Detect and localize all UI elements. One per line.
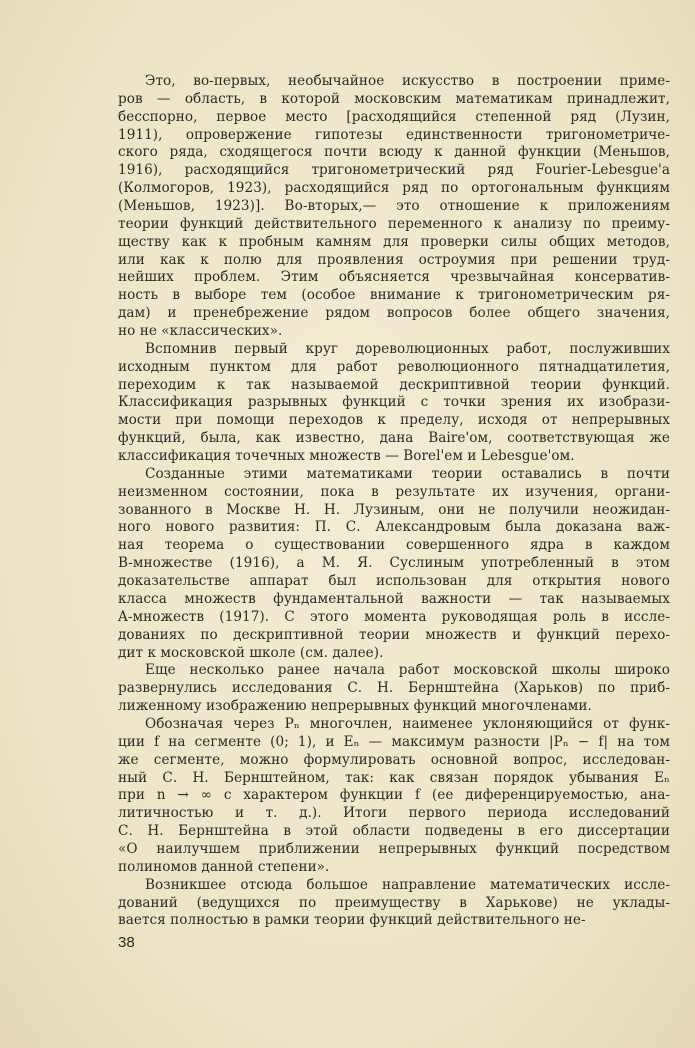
text-line: Обозначая через Pₙ многочлен, наименее уклоняющийся от функ- [145, 715, 670, 732]
paragraph [118, 466, 670, 662]
text-line: Классификация разрывных функций с точки зрения их изобрази- [118, 394, 670, 411]
text-line: класса множеств фундаментальной важности — так называемых [118, 590, 670, 607]
text-line: ского ряда, сходящегося почти всюду к данной функции (Меньшов, [118, 144, 670, 161]
text-line: зованного в Москве Н. Н. Лузиным, они не получили неожидан- [118, 501, 670, 518]
paragraph [118, 716, 670, 877]
text-line: вается полностью в рамки теории функций действительного не- [118, 912, 586, 929]
text-line: С. Н. Бернштейна в этой области подведены в его диссертации [118, 823, 670, 840]
text-line: но не «классических». [118, 323, 283, 340]
text-line: (Меньшов, 1923)]. Во-вторых,— это отношение к приложениям [118, 198, 670, 215]
text-line: литичностью и т. д.). Итоги первого периода исследований [118, 805, 670, 822]
text-line: функций, была, как известно, дана Baire'ом, соответствующая же [118, 430, 670, 447]
text-line: дований (ведущихся по преимуществу в Харькове) не уклады- [118, 894, 670, 911]
paragraph [118, 73, 670, 341]
text-line: развернулись исследования С. Н. Бернштейна (Харьков) по приб- [118, 680, 670, 697]
text-line: нейших проблем. Этим объясняется чрезвычайная консерватив- [118, 269, 670, 286]
text-line: ции f на сегменте (0; 1), и Eₙ — максимум разности |Pₙ − f| на том [118, 733, 670, 750]
text-line: полиномов данной степени». [118, 858, 330, 875]
text-line: мости при помощи переходов к пределу, исходя от непрерывных [118, 412, 670, 429]
text-line: 1916), расходящийся тригонометрический ряд Fourier-Lebesgue'a [118, 162, 670, 179]
text-line: ров — область, в которой московским математикам принадлежит, [118, 90, 670, 107]
text-line: ного нового развития: П. С. Александровым была доказана важ- [118, 519, 670, 536]
text-line: бесспорно, первое место [расходящийся степенной ряд (Лузин, [118, 108, 670, 125]
text-line: при n → ∞ с характером функции f (ее диференцируемостью, ана- [118, 787, 670, 804]
text-line: ная теорема о существовании совершенного ядра в каждом [118, 537, 670, 554]
text-line: неизменном состоянии, пока в результате их изучения, органи- [118, 483, 670, 500]
text-line: Вспомнив первый круг дореволюционных работ, послуживших [145, 340, 670, 357]
paragraph [118, 662, 670, 716]
body-text [118, 73, 670, 930]
text-line: доказательстве аппарат был использован для открытия нового [118, 573, 670, 590]
text-line: 1911), опровержение гипотезы единственности тригонометриче- [118, 126, 670, 143]
text-line: A-множеств (1917). С этого момента руководящая роль в иссле- [118, 608, 670, 625]
text-line: дованиях по дескриптивной теории множеств и функций перехо- [118, 626, 670, 643]
text-line: (Колмогоров, 1923), расходящийся ряд по ортогональным функциям [118, 180, 670, 197]
text-line: Созданные этими математиками теории оставались в почти [145, 465, 670, 482]
text-line: ный С. Н. Бернштейном, так: как связан порядок убывания Eₙ [118, 769, 670, 786]
text-line: классификация точечных множеств — Borel'ем и Lebesgue'ом. [118, 448, 575, 465]
paragraph [118, 877, 670, 931]
text-line: лиженному изображению непрерывных функций многочленами. [118, 698, 592, 715]
text-line: B-множестве (1916), а М. Я. Суслиным употребленный в этом [118, 555, 670, 572]
text-line: ность в выборе тем (особое внимание к тригонометрическим ря- [118, 287, 670, 304]
text-line: теории функций действительного переменного к анализу по преиму- [118, 215, 670, 232]
text-line: Еще несколько ранее начала работ московской школы широко [145, 662, 670, 679]
text-line: же сегменте, можно формулировать основной вопрос, исследован- [118, 751, 670, 768]
page-number: 38 [118, 934, 135, 951]
text-line: дит к московской школе (см. далее). [118, 644, 384, 661]
text-line: ществу как к пробным камням для проверки силы общих методов, [118, 233, 670, 250]
text-line: дам) и пренебрежение рядом вопросов более общего значения, [118, 305, 670, 322]
paragraph [118, 341, 670, 466]
text-line: Это, во-первых, необычайное искусство в построении приме- [145, 73, 670, 89]
text-line: Возникшее отсюда большое направление математических иссле- [145, 876, 670, 893]
text-line: исходным пунктом для работ революционного пятнадцатилетия, [118, 358, 670, 375]
text-line: или как к полю для проявления остроумия при решении труд- [118, 251, 670, 268]
text-line: «О наилучшем приближении непрерывных функций посредством [118, 840, 670, 857]
text-line: переходим к так называемой дескриптивной теории функций. [118, 376, 670, 393]
